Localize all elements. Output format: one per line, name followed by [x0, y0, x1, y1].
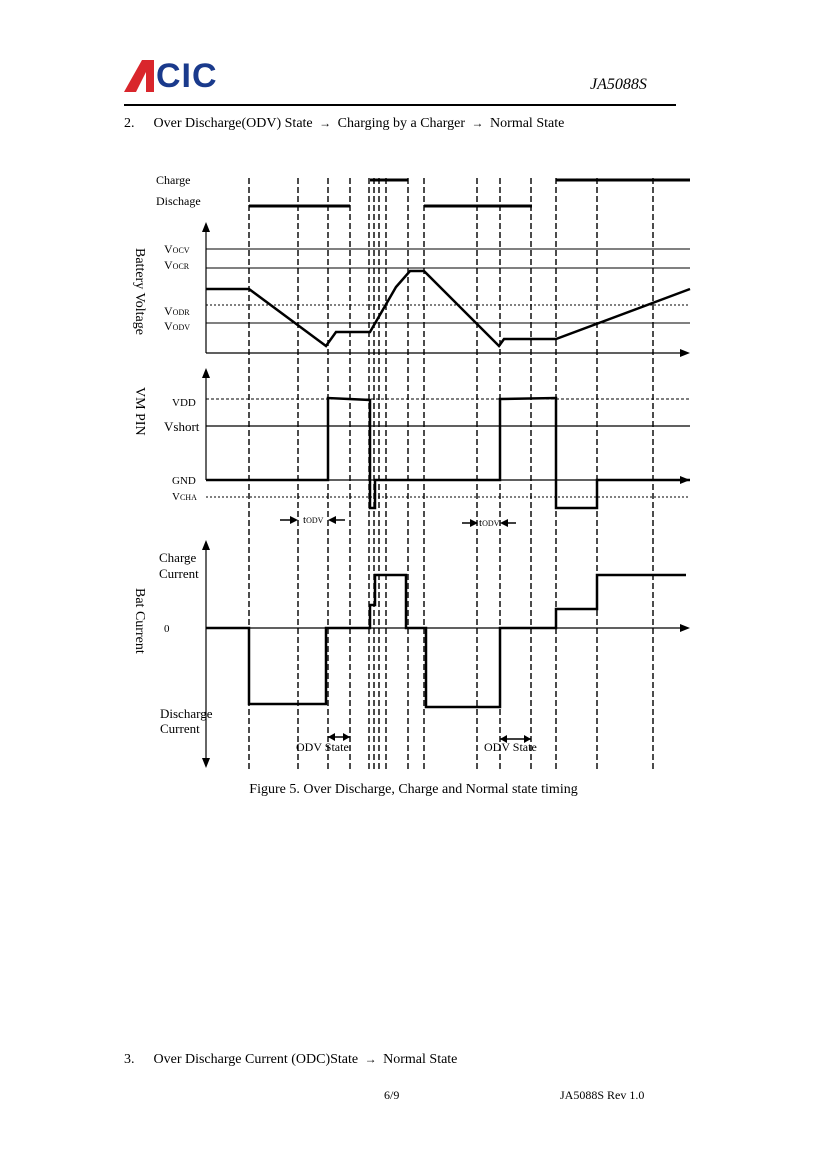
section-text-part: Normal State	[383, 1052, 458, 1067]
document-revision: JA5088S Rev 1.0	[560, 1088, 645, 1102]
todv-label-2: tODV	[479, 517, 500, 529]
page-number: 6/9	[384, 1088, 400, 1102]
vshort-label: Vshort	[164, 419, 200, 434]
zero-current-label: 0	[164, 623, 170, 635]
bat-current-panel	[202, 540, 690, 768]
figure-caption: Figure 5. Over Discharge, Charge and Normal state timing	[249, 782, 578, 797]
charge-label: Charge	[156, 173, 191, 187]
vdd-label: VDD	[172, 397, 196, 409]
section-number: 2.	[124, 116, 135, 131]
timing-diagram	[124, 160, 704, 780]
section-text-part: Normal State	[490, 116, 565, 131]
section-text-part: Over Discharge Current (ODC)State	[153, 1052, 359, 1067]
vodr-label: VODR	[164, 304, 190, 318]
section-text-part: Over Discharge(ODV) State	[153, 116, 313, 131]
charge-discharge-bars	[249, 180, 690, 206]
section-text-part: Charging by a Charger	[337, 116, 466, 131]
odv-state-label-2: ODV State	[484, 740, 537, 754]
section-heading-2	[124, 116, 564, 132]
discharge-current-label-line2: Current	[160, 721, 200, 736]
vm-pin-axis-label: VM PIN	[132, 387, 147, 436]
vodv-label: VODV	[164, 319, 191, 333]
charge-current-label-line2: Current	[159, 566, 199, 581]
vm-pin-panel	[202, 368, 690, 508]
vcha-label: VCHA	[172, 491, 197, 503]
arrow-icon: →	[364, 1052, 377, 1066]
todv-label-1: tODV	[303, 514, 324, 526]
battery-voltage-axis-label: Battery Voltage	[132, 248, 147, 335]
vocv-label: VOCV	[164, 242, 190, 256]
section-heading-3	[124, 1052, 457, 1068]
logo-text: CIC	[156, 57, 218, 95]
document-id: JA5088S	[590, 76, 647, 93]
section-number: 3.	[124, 1052, 135, 1067]
charge-current-label-line1: Charge	[159, 550, 197, 565]
discharge-current-label-line1: Discharge	[160, 706, 213, 721]
vocr-label: VOCR	[164, 258, 190, 272]
battery-voltage-panel	[202, 222, 690, 357]
odv-state-label-1: ODV State	[296, 740, 349, 754]
bat-current-axis-label: Bat Current	[132, 588, 147, 654]
time-guide-lines	[249, 178, 653, 770]
arrow-icon: →	[319, 116, 332, 130]
discharge-label: Dischage	[156, 194, 201, 208]
header-rule	[124, 104, 676, 106]
gnd-label: GND	[172, 475, 196, 487]
arrow-icon: →	[471, 116, 484, 130]
